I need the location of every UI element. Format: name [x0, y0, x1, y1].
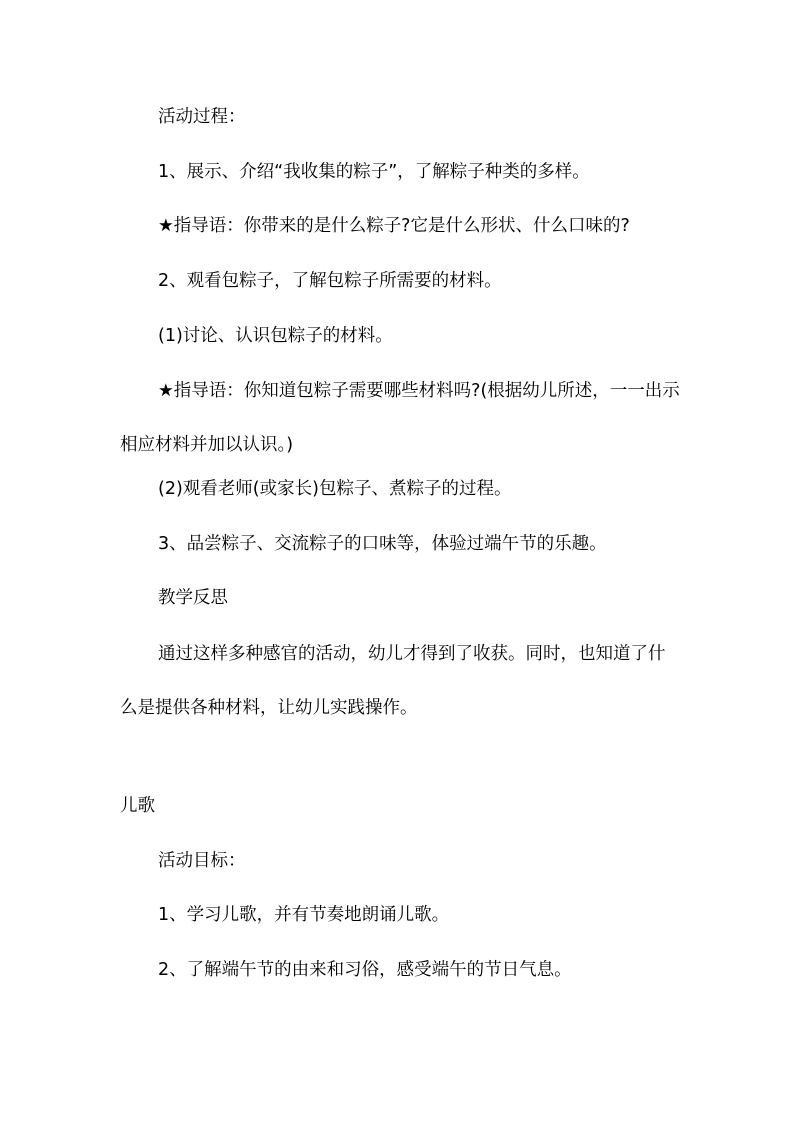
- step-2: 2、观看包粽子，了解包粽子所需要的材料。: [158, 271, 502, 291]
- guide-text-2: ★指导语：你知道包粽子需要哪些材料吗?(根据幼儿所述，一一出示相应材料并加以认识。): [120, 381, 680, 455]
- step-3: 3、品尝粽子、交流粽子的口味等，体验过端午节的乐趣。: [158, 534, 607, 554]
- guide-text-1: ★指导语：你带来的是什么粽子?它是什么形状、什么口味的?: [158, 216, 630, 236]
- section-heading-activity-process: 活动过程：: [158, 107, 246, 127]
- goal-2: 2、了解端午节的由来和习俗，感受端午的节日气息。: [158, 960, 572, 980]
- step-1: 1、展示、介绍“我收集的粽子”，了解粽子种类的多样。: [158, 162, 590, 182]
- reflection-heading: 教学反思: [158, 588, 228, 608]
- section-title-nursery-rhyme: 儿歌: [120, 796, 155, 816]
- step-2-1: (1)讨论、认识包粽子的材料。: [158, 326, 393, 346]
- reflection-text: 通过这样多种感官的活动，幼儿才得到了收获。同时，也知道了什么是提供各种材料，让幼儿实践操作。: [120, 644, 666, 718]
- goal-heading: 活动目标：: [158, 851, 246, 871]
- step-2-2: (2)观看老师(或家长)包粽子、煮粽子的过程。: [158, 479, 512, 499]
- goal-1: 1、学习儿歌，并有节奏地朗诵儿歌。: [158, 905, 450, 925]
